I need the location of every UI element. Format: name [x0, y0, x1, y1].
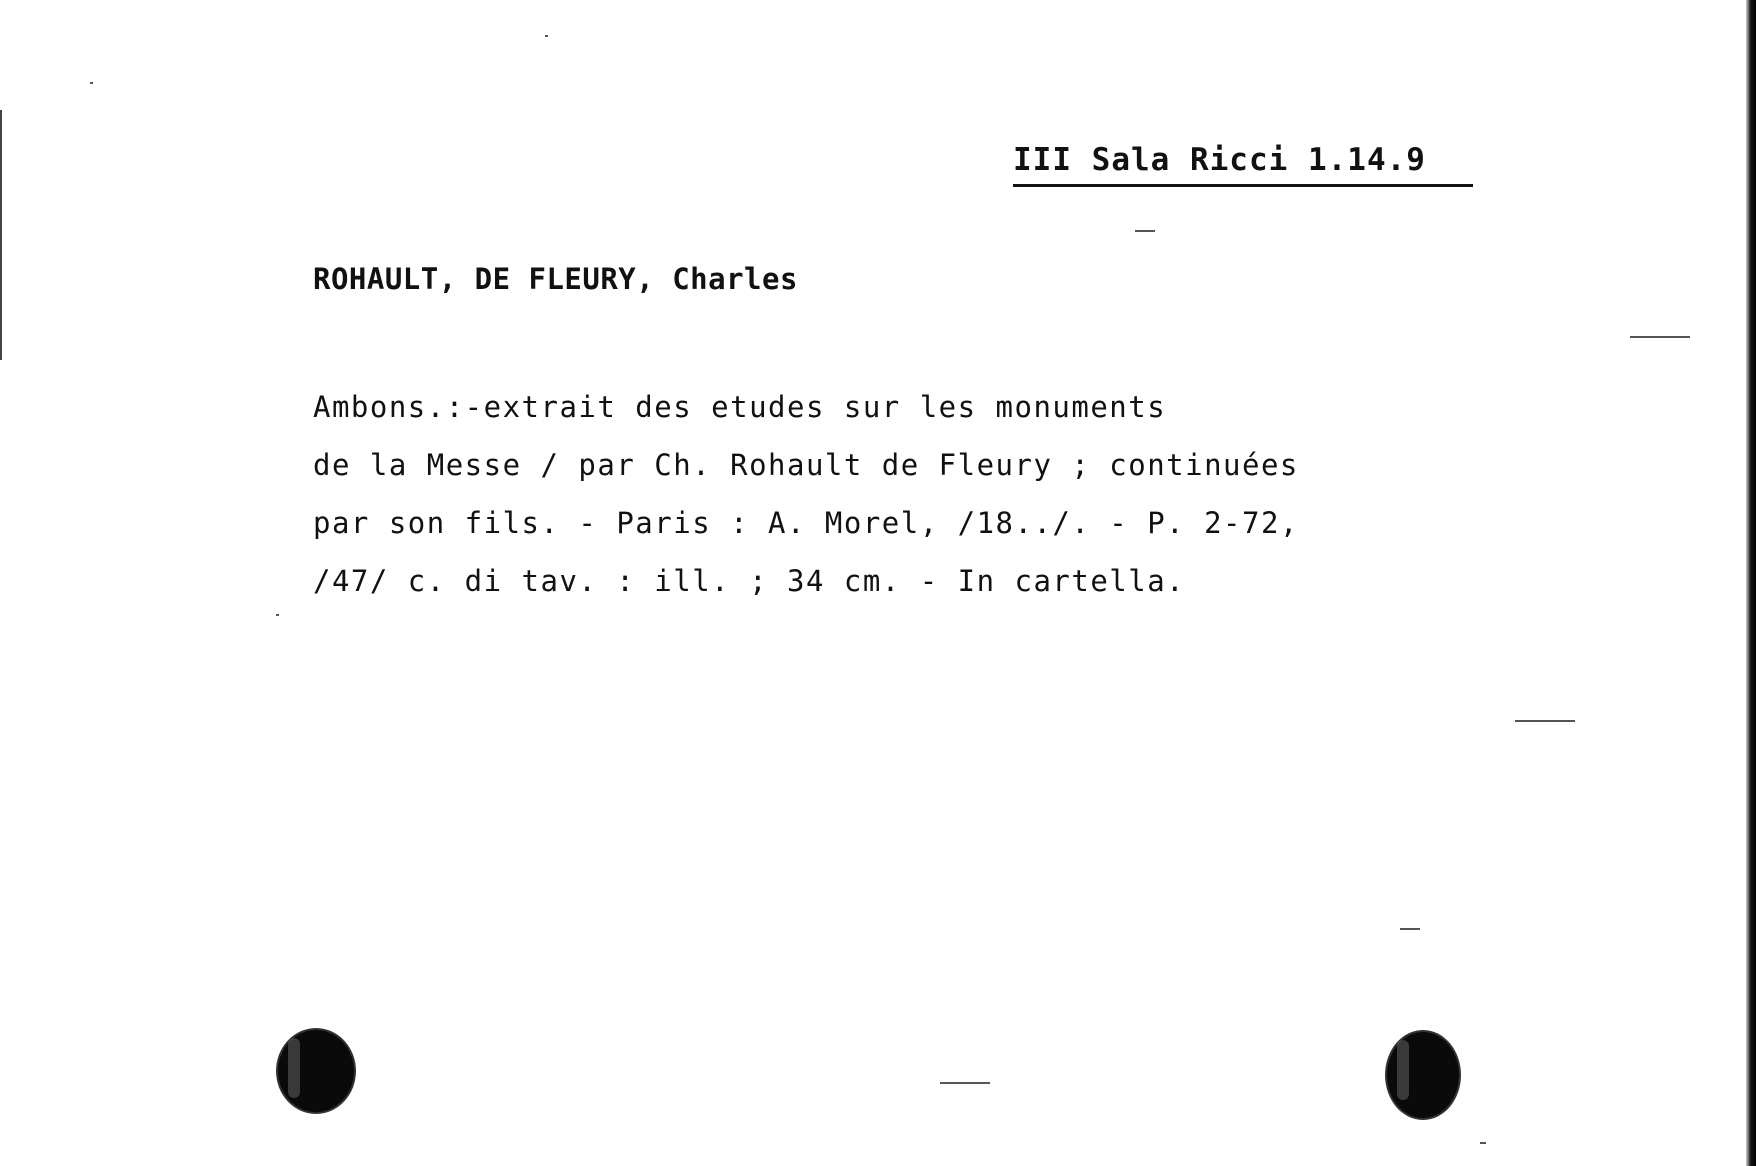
punch-hole-left — [278, 1030, 354, 1112]
bibliographic-description — [313, 378, 1299, 610]
description-line: /47/ c. di tav. : ill. ; 34 cm. - In cartella. — [313, 564, 1186, 598]
description-line: de la Messe / par Ch. Rohault de Fleury ; continuées — [313, 448, 1299, 482]
scan-speck — [276, 614, 279, 616]
scan-speck — [1480, 1142, 1486, 1144]
scan-speck — [1630, 336, 1690, 338]
scan-speck — [1400, 928, 1420, 930]
description-line: Ambons.:-extrait des etudes sur les monuments — [313, 390, 1167, 424]
scan-right-edge — [1746, 0, 1756, 1166]
scan-speck — [1135, 230, 1155, 232]
description-line: par son fils. - Paris : A. Morel, /18../. - P. 2-72, — [313, 506, 1299, 540]
shelfmark: III Sala Ricci 1.14.9 — [1013, 142, 1473, 187]
scan-speck — [940, 1082, 990, 1084]
scan-left-edge — [0, 110, 2, 360]
scan-speck — [545, 35, 548, 37]
author-heading: ROHAULT, DE FLEURY, Charles — [313, 262, 798, 296]
scan-speck — [90, 82, 93, 84]
punch-hole-right — [1387, 1032, 1459, 1118]
scan-speck — [1515, 720, 1575, 722]
